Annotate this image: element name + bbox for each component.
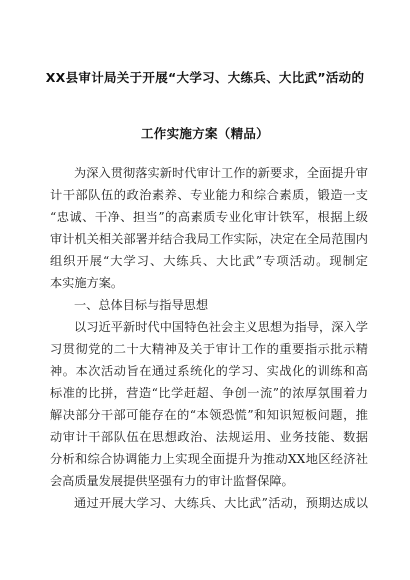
body-text-line: 计干部队伍的政治素养、专业能力和综合素质，锻造一支 (50, 188, 368, 202)
document-title-line-2: 工作实施方案（精品） (140, 126, 269, 141)
body-text-line: 以习近平新时代中国特色社会主义思想为指导，深入学 (74, 320, 368, 334)
body-text-line: 神。本次活动旨在通过系统化的学习、实战化的训练和高 (50, 364, 368, 378)
body-text-line: 审计机关相关部署并结合我局工作实际，决定在全局范围内 (50, 232, 368, 246)
body-text-line: 通过开展大学习、大练兵、大比武”活动，预期达成以 (74, 496, 368, 510)
document-title-line-1: XX县审计局关于开展“大学习、大练兵、大比武”活动的 (45, 70, 365, 85)
body-text-line: 分析和综合协调能力上实现全面提升为推动XX地区经济社 (50, 452, 368, 466)
body-text-line: 组织开展“大学习、大练兵、大比武”专项活动。现制定 (50, 254, 368, 268)
body-text-line: 一、总体目标与指导思想 (74, 298, 209, 312)
document-body (50, 162, 368, 514)
body-text-line: 动审计干部队伍在思想政治、法规运用、业务技能、数据 (50, 430, 368, 444)
body-text-line: 标准的比拼，营造“比学赶超、争创一流”的浓厚氛围着力 (50, 386, 368, 400)
body-text-line: 习贯彻党的二十大精神及关于审计工作的重要指示批示精 (50, 342, 368, 356)
body-text-line: “忠诚、干净、担当”的高素质专业化审计铁军，根据上级 (50, 210, 368, 224)
body-text-line: 为深入贯彻落实新时代审计工作的新要求，全面提升审 (74, 166, 368, 180)
body-text-line: 本实施方案。 (50, 276, 124, 290)
body-text-line: 解决部分干部可能存在的“本领恐慌”和知识短板问题，推 (50, 408, 368, 422)
body-text-line: 会高质量发展提供坚强有力的审计监督保障。 (50, 474, 294, 488)
